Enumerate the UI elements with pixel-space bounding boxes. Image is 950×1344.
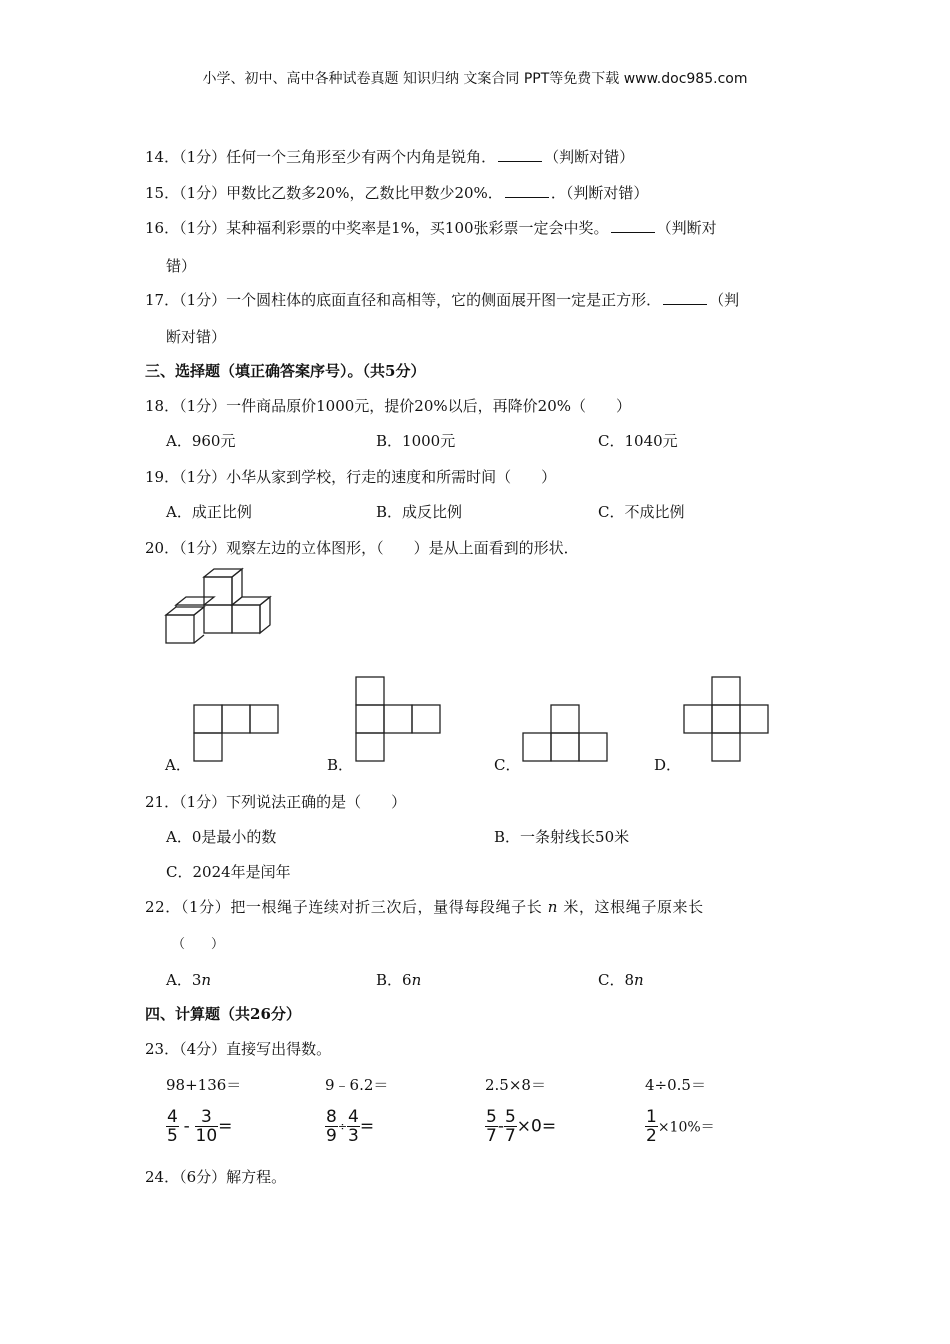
q19-option-c: C．不成比例 [598,503,685,521]
calc-8: $\frac{1}{2}$ ×10%＝ [646,1107,715,1146]
question-22-cont: （ ） [172,937,225,952]
q22-option-a: A．3n [166,971,212,989]
q19-option-a: A．成正比例 [166,503,252,521]
q20-label-b: B． [327,756,354,774]
q20-label-d: D． [654,756,682,774]
question-17-cont: 断对错） [166,328,227,346]
q20-label-c: C． [494,756,521,774]
view-option-c [521,704,611,764]
section-3-title: 三、选择题（填正确答案序号）。（共5分） [145,362,426,380]
question-24: 24．（6分）解方程。 [145,1168,287,1186]
calc-6: $\frac{8}{9}$ ÷ $\frac{4}{3}$ = [326,1107,375,1146]
calc-1: 98+136＝ [166,1076,242,1094]
calc-3: 2.5×8＝ [485,1076,546,1094]
calc-5: $\frac{4}{5}$ - $\frac{3}{10}$ = [167,1107,233,1146]
question-20: 20．（1分）观察左边的立体图形，（ ）是从上面看到的形状． [145,539,579,557]
q22-option-b: B．6n [376,971,422,989]
question-23: 23．（4分）直接写出得数。 [145,1040,332,1058]
question-18: 18．（1分）一件商品原价1000元，提价20%以后，再降价20%（ ） [145,397,631,415]
q19-option-b: B．成反比例 [376,503,463,521]
section-4-title: 四、计算题（共26分） [145,1005,301,1023]
view-option-d [682,676,772,764]
question-22: 22．（1分）把一根绳子连续对折三次后，量得每段绳子长 n 米，这根绳子原来长 [145,898,704,916]
question-21: 21．（1分）下列说法正确的是（ ） [145,793,407,811]
q18-option-a: A．960元 [166,432,236,450]
question-16-cont: 错） [166,257,197,275]
question-19: 19．（1分）小华从家到学校，行走的速度和所需时间（ ） [145,468,557,486]
q22-option-c: C．8n [598,971,644,989]
view-option-b [355,676,445,764]
answer-blank [498,147,542,162]
answer-blank [663,290,707,305]
view-option-a [192,704,282,764]
q18-option-c: C．1040元 [598,432,678,450]
q21-option-b: B．一条射线长50米 [494,828,630,846]
calc-7: $\frac{5}{7}$ - $\frac{5}{7}$ ×0= [486,1107,557,1146]
calc-4: 4÷0.5＝ [645,1076,706,1094]
answer-blank [611,218,655,233]
question-15: 15．（1分）甲数比乙数多20%，乙数比甲数少20%． ．（判断对错） [145,184,649,202]
q21-option-a: A．0是最小的数 [166,828,277,846]
answer-blank [505,183,549,198]
q21-option-c: C．2024年是闰年 [166,863,291,881]
question-16: 16．（1分）某种福利彩票的中奖率是1%，买100张彩票一定会中奖。 （判断对 [145,219,717,237]
page-header: 小学、初中、高中各种试卷真题 知识归纳 文案合同 PPT等免费下载 www.doc985.com [202,71,748,87]
cube-solid-figure [160,562,280,648]
q18-option-b: B．1000元 [376,432,456,450]
question-17: 17．（1分）一个圆柱体的底面直径和高相等，它的侧面展开图一定是正方形． （判 [145,291,740,309]
q20-label-a: A． [165,756,191,774]
calc-2: 9﹣6.2＝ [325,1076,389,1094]
question-14: 14．（1分）任何一个三角形至少有两个内角是锐角． （判断对错） [145,148,635,166]
